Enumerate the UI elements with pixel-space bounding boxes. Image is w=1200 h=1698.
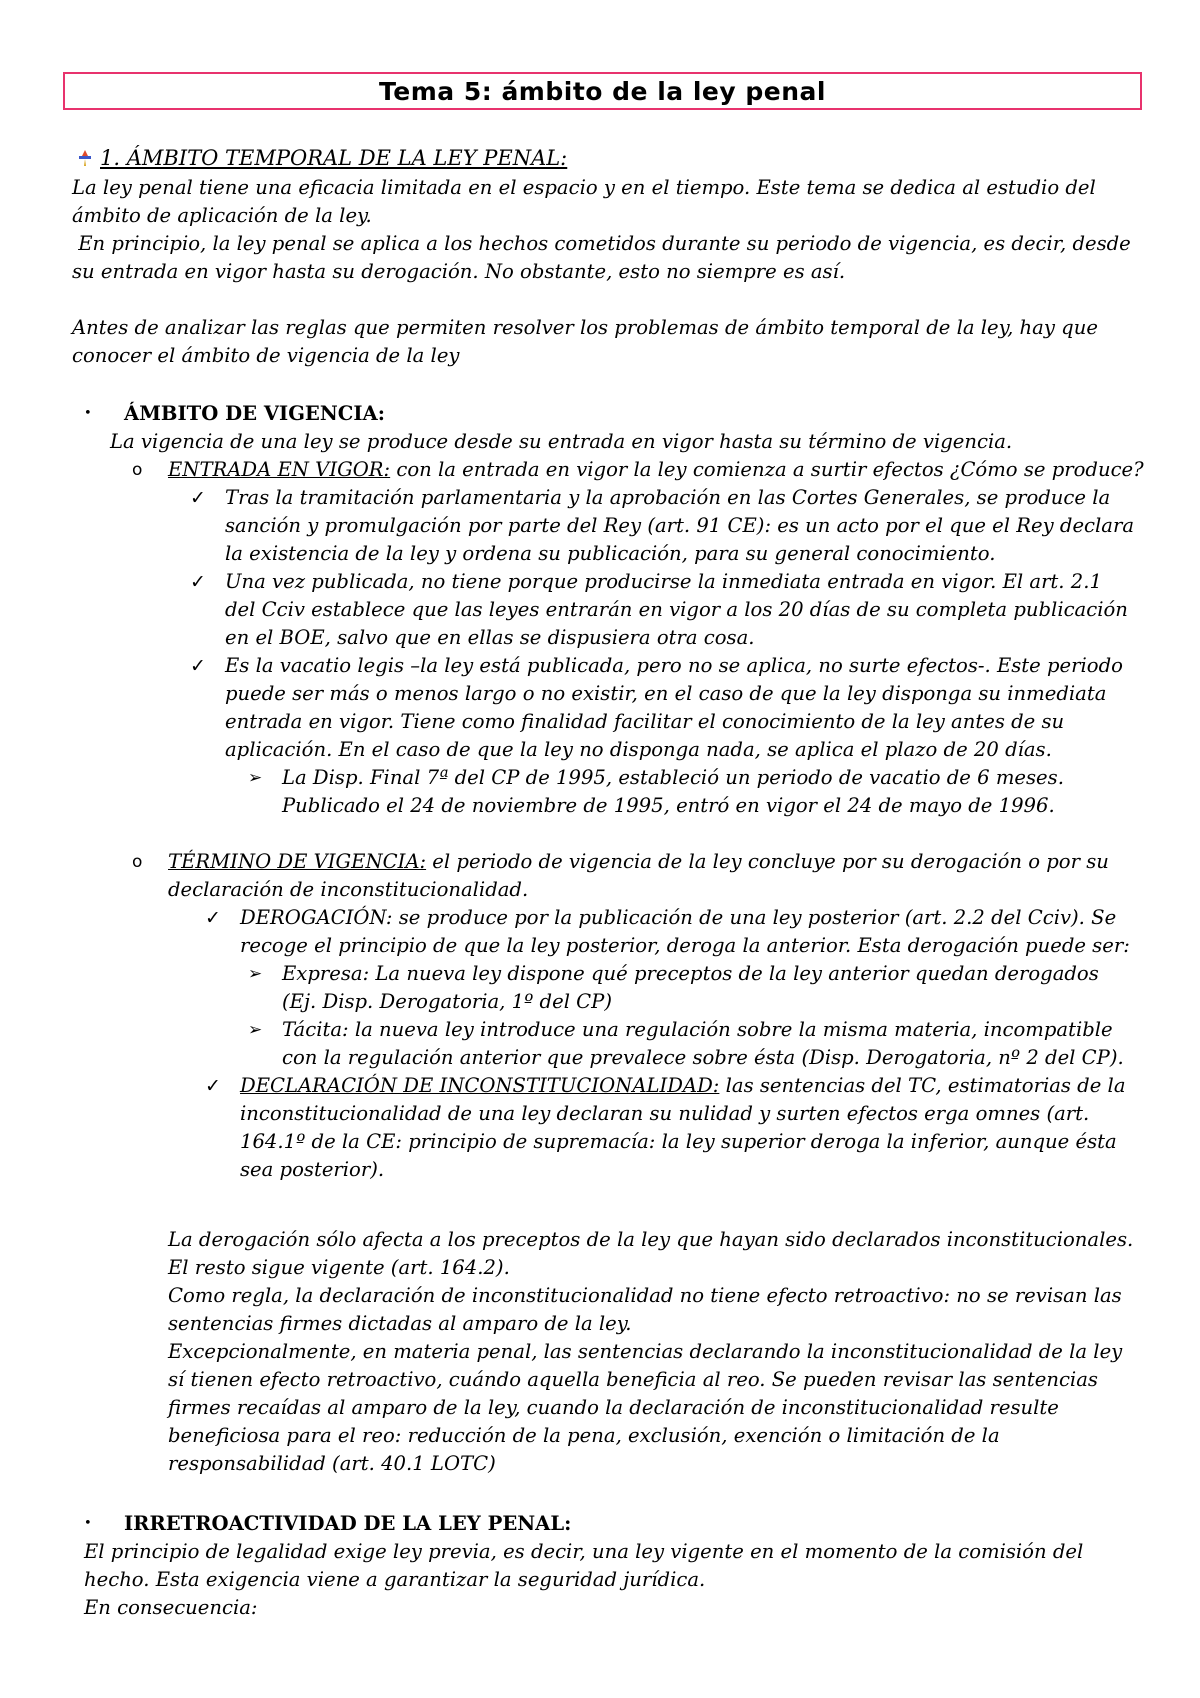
paragraph-line: sí tienen efecto retroactivo, cuándo aquella beneficia al reo. Se pueden revisar las sentencias [168,1368,1098,1391]
entrada-label: ENTRADA EN VIGOR: [168,458,391,481]
paragraph-line: firmes recaídas al amparo de la ley, cuando la declaración de inconstitucionalidad resulte [168,1396,1059,1419]
arrow-item-line: Publicado el 24 de noviembre de 1995, entró en vigor el 24 de mayo de 1996. [282,794,1055,817]
paragraph-line: sentencias firmes dictadas al amparo de la ley. [168,1312,632,1335]
pushpin-icon [76,150,94,166]
derogacion-line: recoge el principio de que la ley posterior, deroga la anterior. Esta derogación puede ser: [240,934,1130,957]
subsection-heading: IRRETROACTIVIDAD DE LA LEY PENAL: [124,1512,572,1535]
expresa-line: Expresa: La nueva ley dispone qué preceptos de la ley anterior quedan derogados [282,962,1099,985]
check-item-line: la existencia de la ley y ordena su publicación, para su general conocimiento. [225,542,996,565]
check-icon: ✓ [205,907,221,929]
paragraph-line: beneficiosa para el reo: reducción de la pena, exclusión, exención o limitación de la [168,1424,1000,1447]
check-item-line: del Cciv establece que las leyes entrarán en vigor a los 20 días de su completa publicación [225,598,1128,621]
vigencia-intro: La vigencia de una ley se produce desde su entrada en vigor hasta su término de vigencia. [110,430,1013,453]
tacita-line: con la regulación anterior que prevalece sobre ésta (Disp. Derogatoria, nº 2 del CP). [282,1046,1124,1069]
intro-line: En principio, la ley penal se aplica a los hechos cometidos durante su periodo de vigencia, es decir, desde [72,232,1131,255]
intro-line: conocer el ámbito de vigencia de la ley [72,344,460,367]
check-item-line: en el BOE, salvo que en ellas se dispusiera otra cosa. [225,626,755,649]
section-heading: 1. ÁMBITO TEMPORAL DE LA LEY PENAL: [100,146,568,170]
check-item-line: Es la vacatio legis –la ley está publicada, pero no se aplica, no surte efectos-. Este periodo [225,654,1123,677]
check-item-line: entrada en vigor. Tiene como finalidad facilitar el conocimiento de la ley antes de su [225,710,1065,733]
check-item-line: Tras la tramitación parlamentaria y la aprobación en las Cortes Generales, se produce la [225,486,1111,509]
declaracion-text: las sentencias del TC, estimatorias de la [719,1074,1126,1097]
derogacion-line: DEROGACIÓN: se produce por la publicación de una ley posterior (art. 2.2 del Cciv). Se [240,906,1117,929]
declaracion-line: sea posterior). [240,1158,385,1181]
paragraph-line: Excepcionalmente, en materia penal, las sentencias declarando la inconstitucionalidad de la ley [168,1340,1123,1363]
check-icon: ✓ [190,571,206,593]
bullet-icon: • [84,406,92,421]
bullet-icon: • [84,1516,92,1531]
intro-line: Antes de analizar las reglas que permiten resolver los problemas de ámbito temporal de la ley, hay que [72,316,1098,339]
termino-text: el periodo de vigencia de la ley concluye por su derogación o por su [426,850,1109,873]
check-item-line: sanción y promulgación por parte del Rey (art. 91 CE): es un acto por el que el Rey declara [225,514,1135,537]
arrow-item-line: La Disp. Final 7ª del CP de 1995, estableció un periodo de vacatio de 6 meses. [282,766,1064,789]
entrada-text: con la entrada en vigor la ley comienza a surtir efectos ¿Cómo se produce? [390,458,1144,481]
check-item-line: Una vez publicada, no tiene porque producirse la inmediata entrada en vigor. El art. 2.1 [225,570,1102,593]
check-item-line: puede ser más o menos largo o no existir, en el caso de que la ley disponga su inmediata [225,682,1107,705]
check-item-line: aplicación. En el caso de que la ley no disponga nada, se aplica el plazo de 20 días. [225,738,1052,761]
declaracion-line: 164.1º de la CE: principio de supremacía: la ley superior deroga la inferior, aunque ésta [240,1130,1117,1153]
circle-bullet-icon: o [132,852,143,872]
expresa-line: (Ej. Disp. Derogatoria, 1º del CP) [282,990,613,1013]
tacita-line: Tácita: la nueva ley introduce una regulación sobre la misma materia, incompatible [282,1018,1113,1041]
circle-bullet-icon: o [132,460,143,480]
termino-label: TÉRMINO DE VIGENCIA: [168,850,427,873]
irretro-line: En consecuencia: [84,1596,258,1619]
entrada-en-vigor-item [168,456,1144,484]
paragraph-line: responsabilidad (art. 40.1 LOTC) [168,1452,496,1475]
subsection-heading: ÁMBITO DE VIGENCIA: [124,402,385,425]
paragraph-line: El resto sigue vigente (art. 164.2). [168,1256,510,1279]
termino-item [168,848,1109,876]
intro-line: su entrada en vigor hasta su derogación. No obstante, esto no siempre es así. [72,260,846,283]
irretro-line: hecho. Esta exigencia viene a garantizar la seguridad jurídica. [84,1568,706,1591]
arrow-bullet-icon: ➢ [248,768,263,788]
declaracion-item [240,1072,1126,1100]
irretro-line: El principio de legalidad exige ley previa, es decir, una ley vigente en el momento de la comisión del [84,1540,1084,1563]
check-icon: ✓ [190,487,206,509]
paragraph-line: Como regla, la declaración de inconstitucionalidad no tiene efecto retroactivo: no se revisan las [168,1284,1122,1307]
arrow-bullet-icon: ➢ [248,1020,263,1040]
arrow-bullet-icon: ➢ [248,964,263,984]
page-title: Tema 5: ámbito de la ley penal [63,72,1142,110]
check-icon: ✓ [205,1075,221,1097]
check-icon: ✓ [190,655,206,677]
paragraph-line: La derogación sólo afecta a los preceptos de la ley que hayan sido declarados inconstitucionales. [168,1228,1134,1251]
intro-line: La ley penal tiene una eficacia limitada en el espacio y en el tiempo. Este tema se dedica al estudio del [72,176,1096,199]
declaracion-line: inconstitucionalidad de una ley declaran su nulidad y surten efectos erga omnes (art. [240,1102,1090,1125]
intro-line: ámbito de aplicación de la ley. [72,204,372,227]
declaracion-label: DECLARACIÓN DE INCONSTITUCIONALIDAD: [240,1074,720,1097]
termino-line: declaración de inconstitucionalidad. [168,878,529,901]
